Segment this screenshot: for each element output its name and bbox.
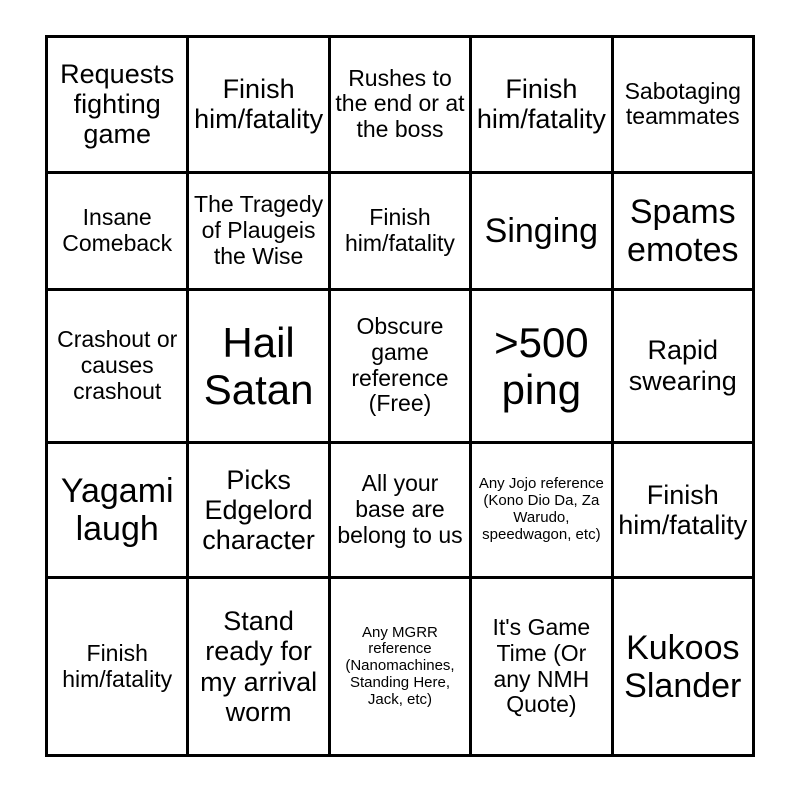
bingo-grid	[45, 35, 755, 757]
bingo-cell[interactable]: Yagami laugh	[47, 442, 188, 578]
bingo-cell[interactable]: Rapid swearing	[612, 289, 753, 442]
bingo-cell[interactable]: Any MGRR reference (Nanomachines, Standing Here, Jack, etc)	[329, 578, 470, 756]
bingo-row	[47, 37, 754, 173]
bingo-cell[interactable]: Crashout or causes crashout	[47, 289, 188, 442]
bingo-row	[47, 442, 754, 578]
bingo-cell[interactable]: Obscure game reference (Free)	[329, 289, 470, 442]
bingo-cell[interactable]: Singing	[471, 172, 612, 289]
bingo-card	[45, 35, 755, 757]
bingo-cell[interactable]: It's Game Time (Or any NMH Quote)	[471, 578, 612, 756]
bingo-cell[interactable]: Any Jojo reference (Kono Dio Da, Za Warudo, speedwagon, etc)	[471, 442, 612, 578]
bingo-cell[interactable]: Hail Satan	[188, 289, 329, 442]
bingo-cell[interactable]: All your base are belong to us	[329, 442, 470, 578]
bingo-cell[interactable]: Requests fighting game	[47, 37, 188, 173]
bingo-cell[interactable]: Finish him/fatality	[471, 37, 612, 173]
bingo-cell-free[interactable]: >500 ping	[471, 289, 612, 442]
bingo-cell[interactable]: Finish him/fatality	[329, 172, 470, 289]
bingo-cell[interactable]: Finish him/fatality	[612, 442, 753, 578]
bingo-row	[47, 578, 754, 756]
bingo-cell[interactable]: Insane Comeback	[47, 172, 188, 289]
bingo-cell[interactable]: Picks Edgelord character	[188, 442, 329, 578]
bingo-cell[interactable]: Stand ready for my arrival worm	[188, 578, 329, 756]
bingo-cell[interactable]: The Tragedy of Plaugeis the Wise	[188, 172, 329, 289]
bingo-cell[interactable]: Rushes to the end or at the boss	[329, 37, 470, 173]
bingo-row	[47, 172, 754, 289]
bingo-cell[interactable]: Finish him/fatality	[47, 578, 188, 756]
bingo-cell[interactable]: Spams emotes	[612, 172, 753, 289]
bingo-cell[interactable]: Kukoos Slander	[612, 578, 753, 756]
bingo-cell[interactable]: Sabotaging teammates	[612, 37, 753, 173]
bingo-cell[interactable]: Finish him/fatality	[188, 37, 329, 173]
bingo-row	[47, 289, 754, 442]
